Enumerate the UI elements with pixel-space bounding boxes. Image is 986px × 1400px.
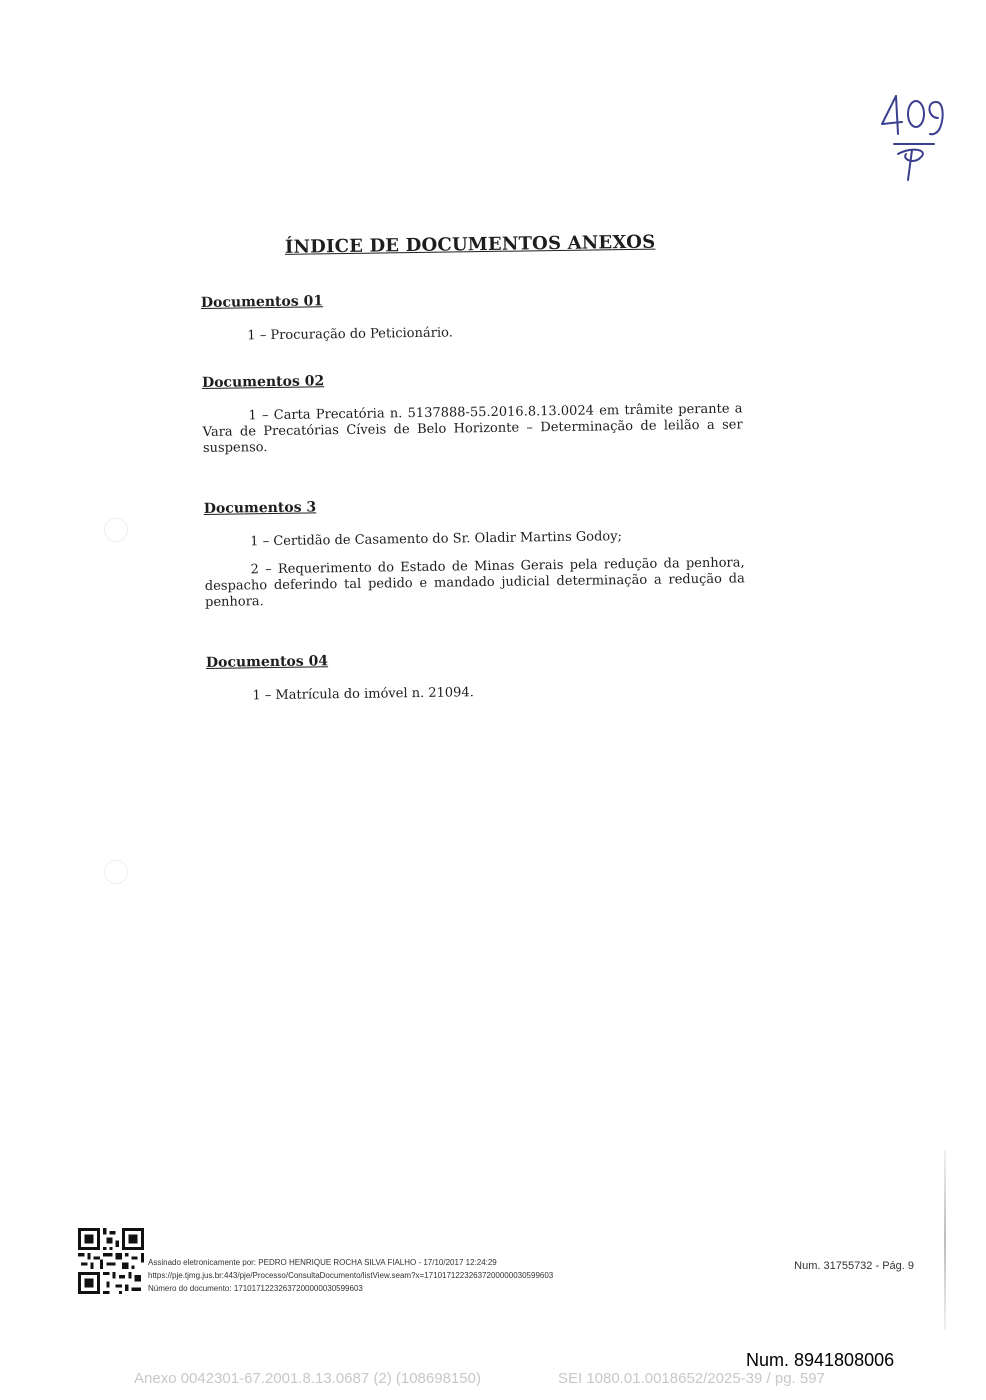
page-title: ÍNDICE DE DOCUMENTOS ANEXOS	[284, 231, 656, 258]
scan-edge-shadow	[944, 1150, 946, 1330]
stamp-annex-reference: Anexo 0042301-67.2001.8.13.0687 (2) (108698150)	[134, 1370, 481, 1387]
section-heading: Documentos 01	[200, 293, 324, 311]
document-number-line: Número do documento: 17101712232637200000030599603	[148, 1284, 363, 1293]
punch-hole-mark	[104, 860, 128, 884]
stamp-document-number: Num. 8941808006	[746, 1350, 895, 1370]
signature-info	[148, 1256, 553, 1295]
section-documentos-02	[202, 367, 743, 457]
stamp-sei-reference: SEI 1080.01.0018652/2025-39 / pg. 597	[558, 1370, 825, 1387]
list-item: 1 – Matrícula do imóvel n. 21094.	[252, 685, 474, 704]
list-item: 1 – Procuração do Peticionário.	[247, 325, 453, 344]
handwritten-page-number	[872, 88, 952, 188]
section-heading: Documentos 02	[201, 373, 325, 391]
section-documentos-3	[204, 493, 745, 611]
document-body	[200, 230, 747, 734]
signed-by-line: Assinado eletronicamente por: PEDRO HENRIQUE ROCHA SILVA FIALHO - 17/10/2017 12:24:29	[148, 1258, 497, 1267]
section-heading: Documentos 04	[205, 653, 329, 671]
punch-hole-mark	[104, 518, 128, 542]
section-documentos-01	[201, 287, 742, 345]
list-item: 2 – Requerimento do Estado de Minas Gerais pela redução da penhora, despacho deferindo tal pedido e mandado judicial determinação a redução da penhora.	[204, 555, 745, 610]
signature-footer	[78, 1226, 928, 1296]
section-heading: Documentos 3	[203, 499, 317, 517]
document-url-link[interactable]: https://pje.tjmg.jus.br:443/pje/Processo/ConsultaDocumento/listView.seam?x=17101712232637200000030599603	[148, 1271, 554, 1280]
list-item: 1 – Carta Precatória n. 5137888-55.2016.8.13.0024 em trâmite perante a Vara de Precatórias Cíveis de Belo Horizonte – Determinação de leilão a ser suspenso.	[202, 401, 743, 456]
section-documentos-04	[206, 647, 747, 705]
list-item: 1 – Certidão de Casamento do Sr. Oladir Martins Godoy;	[250, 529, 623, 550]
qr-code-icon	[78, 1228, 144, 1294]
page-number: Num. 31755732 - Pág. 9	[794, 1260, 914, 1272]
